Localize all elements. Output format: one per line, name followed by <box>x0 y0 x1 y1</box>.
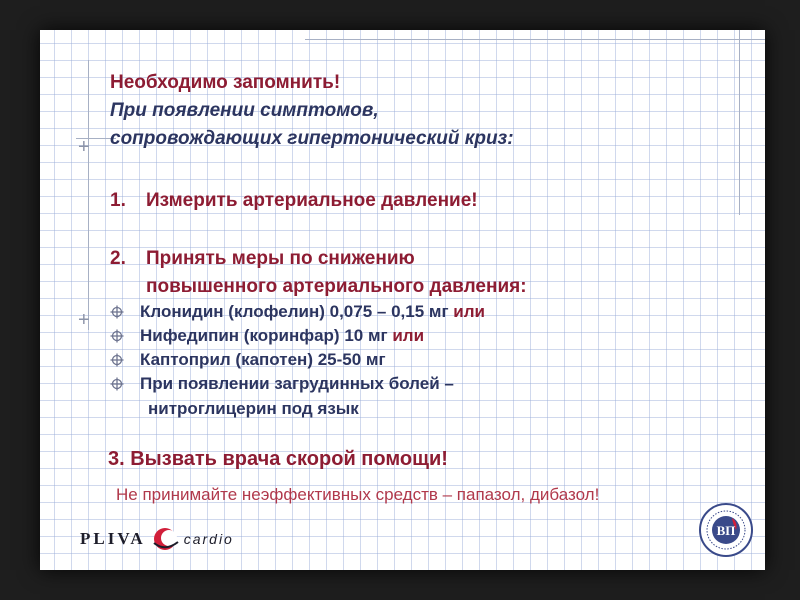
step3-text: 3. Вызвать врача скорой помощи! <box>108 448 448 470</box>
bullet-text <box>140 350 386 370</box>
step2-text-line1: Принять меры по снижению <box>146 248 415 269</box>
pliva-cardio-logo <box>80 526 234 552</box>
drug-text: Каптоприл (капотен) 25-50 мг <box>140 350 386 369</box>
step1-text: Измерить артериальное давление! <box>146 190 478 211</box>
bullet-text <box>140 326 424 346</box>
or-keyword: или <box>392 326 425 345</box>
decor-line-top <box>305 39 765 40</box>
bullet-text <box>140 302 485 322</box>
heading-subtitle-line1: При появлении симптомов, <box>110 100 379 121</box>
crosshair-bullet-icon <box>110 329 124 343</box>
decor-line-left <box>88 60 89 330</box>
seal-monogram: ВП <box>716 523 736 538</box>
list-item <box>110 373 454 395</box>
seal-emblem-icon <box>698 502 754 558</box>
step1-number: 1. <box>110 190 126 211</box>
crosshair-bullet-icon <box>110 353 124 367</box>
crosshair-bullet-icon <box>110 305 124 319</box>
plus-cross-icon: + <box>78 136 90 158</box>
list-item <box>110 325 424 347</box>
bullet-text <box>140 374 454 394</box>
decor-line-right <box>739 30 740 215</box>
logo-swoosh-icon <box>150 526 180 552</box>
list-item <box>110 301 485 323</box>
step2-text-line2: повышенного артериального давления: <box>146 276 527 297</box>
logo-brand: PLIVA <box>80 529 146 548</box>
logo-sub: cardio <box>183 531 234 547</box>
slide <box>40 30 765 570</box>
crosshair-bullet-icon <box>110 377 124 391</box>
bullet-continuation: нитроглицерин под язык <box>148 399 359 418</box>
drug-text: Клонидин (клофелин) 0,075 – 0,15 мг <box>140 302 454 321</box>
drug-text: Нифедипин (коринфар) 10 мг <box>140 326 393 345</box>
heading-subtitle-line2: сопровождающих гипертонический криз: <box>110 128 514 149</box>
step2-number: 2. <box>110 248 126 269</box>
drug-text: При появлении загрудинных болей – <box>140 374 454 393</box>
warning-text: Не принимайте неэффективных средств – папазол, дибазол! <box>116 485 600 504</box>
or-keyword: или <box>453 302 485 321</box>
heading-title: Необходимо запомнить! <box>110 72 341 93</box>
list-item <box>110 349 386 371</box>
plus-cross-icon: + <box>78 309 90 331</box>
